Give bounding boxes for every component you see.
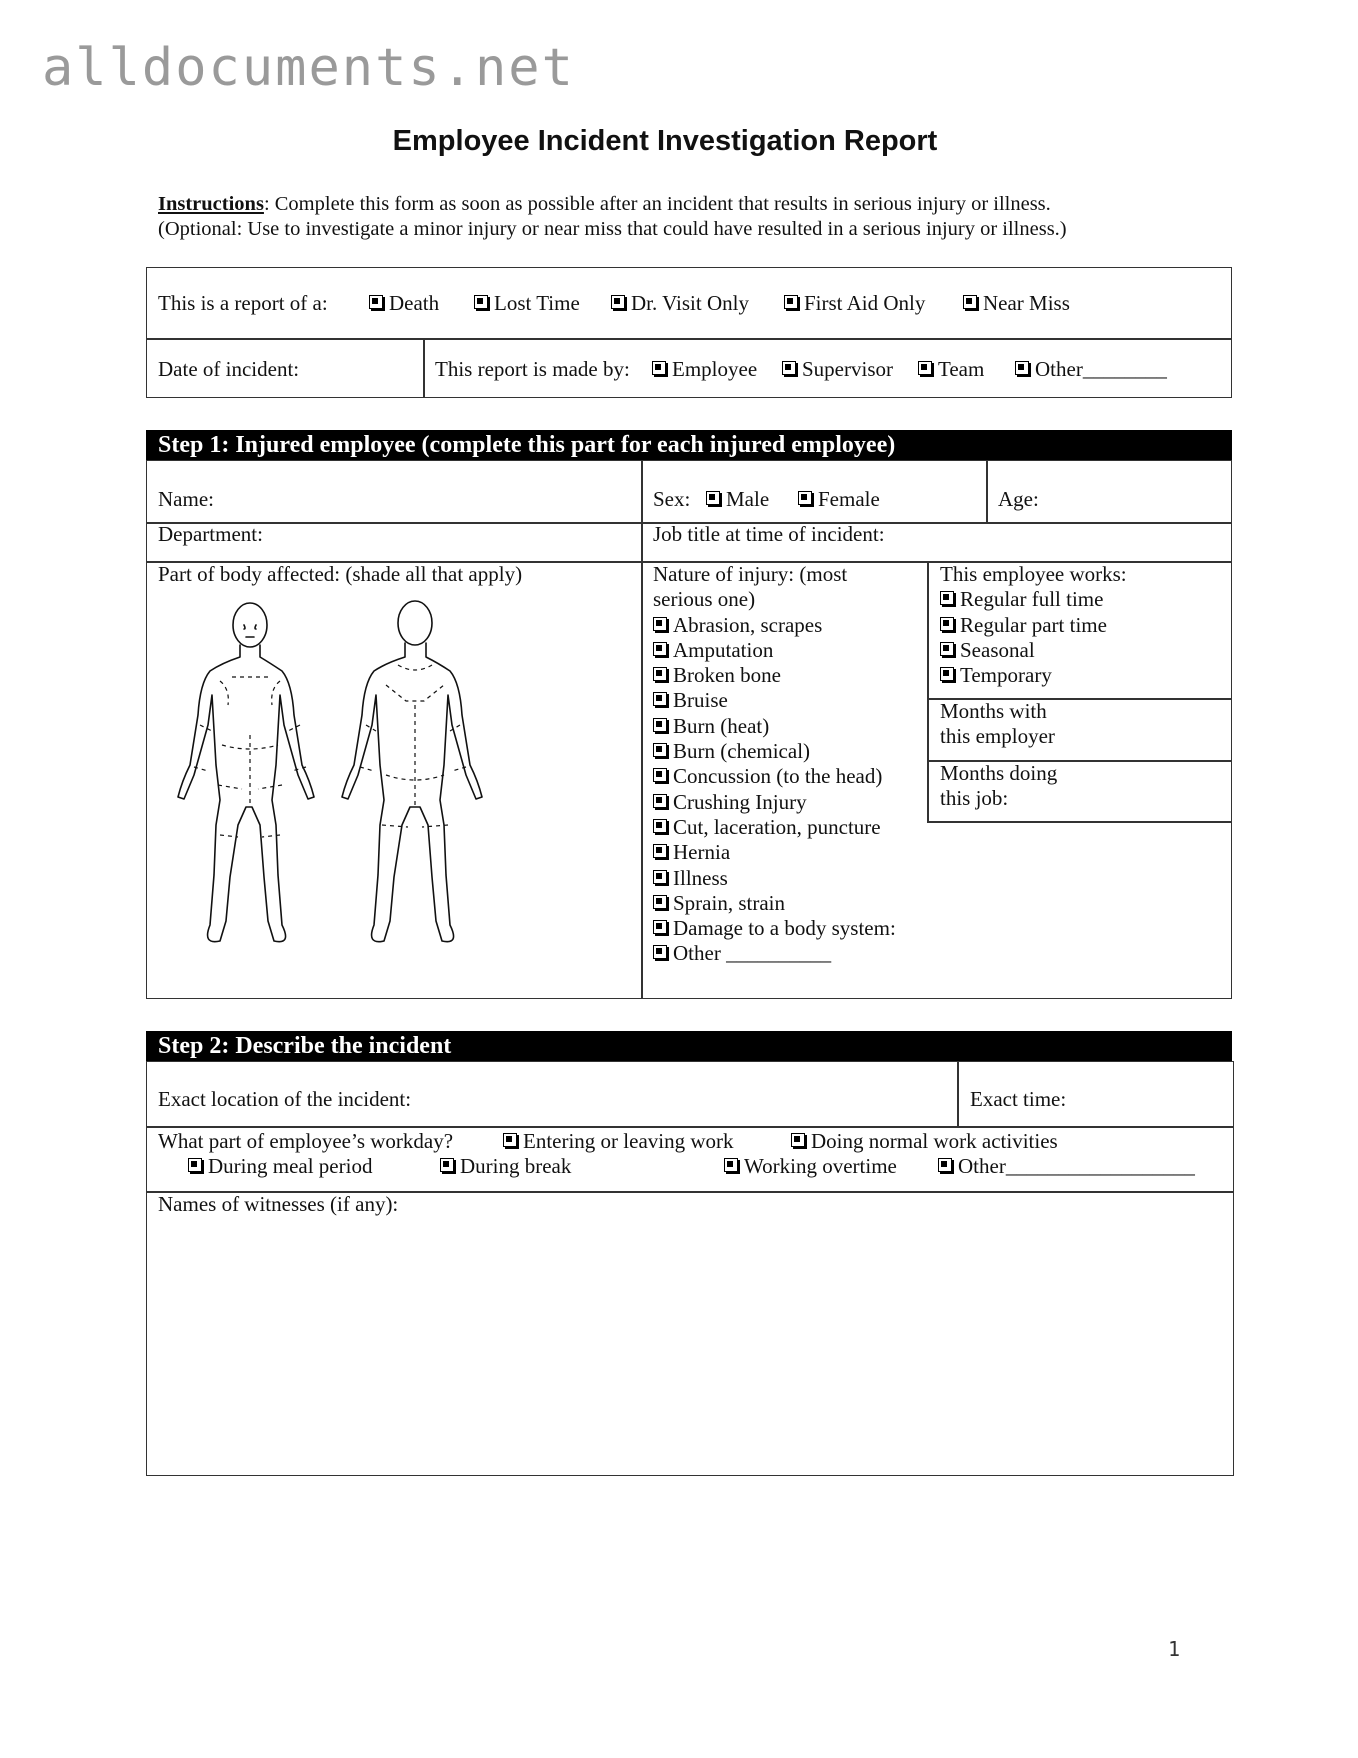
checkbox-icon [369,295,383,309]
checkbox-icon [653,743,667,757]
checkbox-icon [940,642,954,656]
injury-option[interactable]: Broken bone [653,663,896,688]
sex-label: Sex: [653,487,691,511]
nature-of-injury [653,562,896,967]
watermark: alldocuments.net [42,38,575,98]
injury-option[interactable]: Illness [653,866,896,891]
name-label: Name: [158,487,214,511]
injury-option[interactable]: Crushing Injury [653,790,896,815]
date-of-incident-label: Date of incident: [158,357,300,381]
checkbox-icon [706,491,720,505]
checkbox-workday-other[interactable]: Other__________________ [938,1154,1195,1179]
checkbox-icon [1015,361,1029,375]
checkbox-icon [940,667,954,681]
made-by-label: This report is made by: [435,357,630,381]
injury-option[interactable]: Burn (heat) [653,714,896,739]
department-label: Department: [158,522,263,546]
instructions-label: Instructions [158,193,264,215]
checkbox-team[interactable]: Team [918,357,984,382]
checkbox-icon [940,617,954,631]
checkbox-icon [653,642,667,656]
checkbox-icon [503,1133,517,1147]
months-with-employer-label: Months with this employer [940,699,1055,749]
checkbox-working-overtime[interactable]: Working overtime [724,1154,897,1179]
checkbox-icon [724,1158,738,1172]
checkbox-icon [653,844,667,858]
checkbox-during-break[interactable]: During break [440,1154,571,1179]
injury-option[interactable]: Sprain, strain [653,891,896,916]
checkbox-death[interactable]: Death [369,291,439,316]
page-number: 1 [1167,1637,1180,1661]
page-title: Employee Incident Investigation Report [392,125,938,157]
front-body [178,645,314,942]
checkbox-icon [653,718,667,732]
nature-label-2: serious one) [653,587,756,612]
checkbox-icon [611,295,625,309]
report-type-label: This is a report of a: [158,291,328,315]
checkbox-normal-work[interactable]: Doing normal work activities [791,1129,1058,1154]
checkbox-lost-time[interactable]: Lost Time [474,291,580,316]
exact-time-label: Exact time: [970,1087,1067,1111]
months-doing-job-label: Months doing this job: [940,761,1058,811]
witnesses-label: Names of witnesses (if any): [158,1192,399,1216]
checkbox-icon [474,295,488,309]
checkbox-icon [963,295,977,309]
injury-option[interactable]: Damage to a body system: [653,916,896,941]
checkbox-other[interactable]: Other________ [1015,357,1167,382]
checkbox-first-aid-only[interactable]: First Aid Only [784,291,925,316]
checkbox-icon [782,361,796,375]
checkbox-icon [653,920,667,934]
nature-label-1: Nature of injury: (most [653,562,848,586]
injury-option[interactable]: Cut, laceration, puncture [653,815,896,840]
checkbox-icon [653,819,667,833]
works-option[interactable]: Temporary [940,663,1127,688]
checkbox-employee[interactable]: Employee [652,357,757,382]
checkbox-entering-leaving[interactable]: Entering or leaving work [503,1129,734,1154]
checkbox-meal-period[interactable]: During meal period [188,1154,372,1179]
injury-option[interactable]: Burn (chemical) [653,739,896,764]
injury-option[interactable]: Abrasion, scrapes [653,613,896,638]
checkbox-icon [652,361,666,375]
checkbox-icon [440,1158,454,1172]
works-option[interactable]: Seasonal [940,638,1127,663]
exact-location-label: Exact location of the incident: [158,1087,412,1111]
checkbox-supervisor[interactable]: Supervisor [782,357,893,382]
back-head [398,601,432,645]
checkbox-icon [918,361,932,375]
checkbox-icon [188,1158,202,1172]
instructions-line1: : Complete this form as soon as possible after an incident that results in serious injury or illness. [263,193,1051,215]
works-option[interactable]: Regular part time [940,613,1127,638]
injury-option[interactable]: Concussion (to the head) [653,764,896,789]
instructions-line2: (Optional: Use to investigate a minor injury or near miss that could have resulted in a serious injury or illness.) [158,218,1067,240]
checkbox-female[interactable]: Female [798,487,880,512]
injury-option[interactable]: Bruise [653,688,896,713]
checkbox-icon [653,768,667,782]
checkbox-icon [798,491,812,505]
step1-header: Step 1: Injured employee (complete this part for each injured employee) [146,430,1232,461]
checkbox-male[interactable]: Male [706,487,769,512]
injury-option[interactable]: Hernia [653,840,896,865]
checkbox-near-miss[interactable]: Near Miss [963,291,1070,316]
checkbox-icon [653,895,667,909]
checkbox-icon [653,667,667,681]
job-title-label: Job title at time of incident: [653,522,885,546]
checkbox-icon [940,591,954,605]
front-head [233,603,267,647]
workday-label: What part of employee’s workday? [158,1129,454,1153]
back-body [342,643,482,942]
body-affected-label: Part of body affected: (shade all that apply) [158,562,523,586]
body-diagram[interactable] [160,585,510,955]
injury-option[interactable]: Amputation [653,638,896,663]
works-label: This employee works: [940,562,1127,586]
witnesses-field[interactable] [150,1222,1230,1472]
instructions [158,192,1067,242]
checkbox-icon [653,794,667,808]
checkbox-icon [938,1158,952,1172]
checkbox-icon [653,945,667,959]
checkbox-icon [653,617,667,631]
injury-option[interactable]: Other __________ [653,941,896,966]
step2-header: Step 2: Describe the incident [146,1031,1232,1062]
works-option[interactable]: Regular full time [940,587,1127,612]
checkbox-icon [653,870,667,884]
checkbox-dr-visit-only[interactable]: Dr. Visit Only [611,291,749,316]
checkbox-icon [791,1133,805,1147]
age-label: Age: [998,487,1039,511]
checkbox-icon [784,295,798,309]
employee-works [940,562,1127,688]
checkbox-icon [653,692,667,706]
